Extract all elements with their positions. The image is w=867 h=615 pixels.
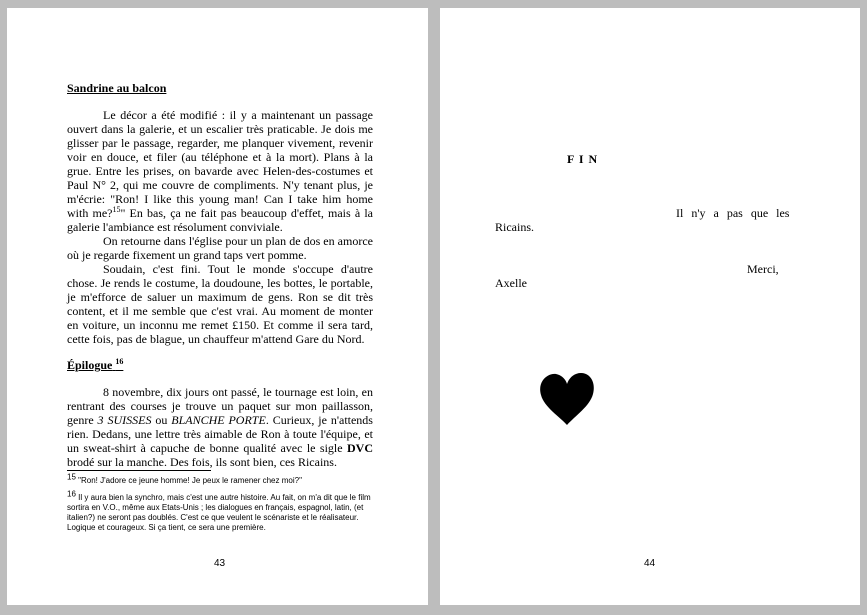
paragraph-4-text-d: brodé sur la manche. Des fois, ils sont bien, ces Ricains. [67, 455, 337, 469]
paragraph-2: On retourne dans l'église pour un plan de dos en amorce où je regarde fixement un grand taps vert pomme. [67, 234, 373, 262]
paragraph-4-text-a: 8 novembre, dix jours ont passé, le tournage est loin, en rentrant des courses je trouve un paquet sur mon paillasson, genre [67, 385, 373, 427]
footnote-15 [67, 472, 373, 486]
footnote-divider [67, 470, 211, 471]
footnote-16 [67, 489, 373, 533]
dvc-logo-text: DVC [347, 441, 373, 455]
paragraph-1-text-a: Le décor a été modifié : il y a maintenant un passage ouvert dans la galerie, et un escalier très praticable. Je dois me glisser par le passage, regarder, me planquer vivement, revenir voir en douce, et filer (au téléphone et à la mort). Plans à la grue. Entre les prises, on bavarde avec Helen-des-costumes et Paul N° 2, qui me couvre de compliments. N'y tenant plus, je m'écrie: "Ron! I like this young man! Can I take him home with me? [67, 108, 373, 220]
page-number: 43 [214, 558, 226, 569]
section-heading-sandrine: Sandrine au balcon [67, 81, 167, 95]
heart-icon [538, 371, 596, 427]
footnote-15-number: 15 [67, 472, 76, 482]
paragraph-4-text-c: . Curieux, je n'attends rien. Dedans, une lettre très aimable de Ron à toute l'équipe, et un sweat-shirt à capuche de bonne qualité avec le sigle [67, 413, 373, 455]
thanks-text: Merci, [747, 262, 779, 276]
paragraph-4-text-b: ou [151, 413, 172, 427]
page-number: 44 [644, 558, 656, 569]
body-text-block [67, 108, 373, 346]
section-heading-epilogue [67, 358, 123, 373]
right-page [440, 8, 860, 605]
paragraph-1 [67, 108, 373, 234]
paragraph-4 [67, 385, 373, 469]
fin-title: F I N [567, 152, 599, 166]
signature-name: Axelle [495, 276, 527, 290]
paragraph-1-text-b: " En bas, ça ne fait pas beaucoup d'effet, mais à la galerie l'ambiance est résolument conviviale. [67, 206, 373, 234]
closing-line-1b: Ricains. [495, 220, 534, 234]
left-page [7, 8, 428, 605]
epilogue-text [67, 385, 373, 469]
footnote-ref-15: 15 [112, 205, 121, 214]
brand-blanche-porte: BLANCHE PORTE [171, 413, 266, 427]
footnote-16-text: Il y aura bien la synchro, mais c'est une autre histoire. Au fait, on m'a dit que le film sortira en V.O., même aux Etats-Unis ; les dialogues en français, espagnol, latin, (et italien?) ne seront pas doublés. C'est ce que veulent le scénariste et le réalisateur. Logique et courageux. Si ça tient, ce sera une première. [67, 493, 371, 532]
footnote-16-number: 16 [67, 489, 76, 499]
footnote-15-text: "Ron! J'adore ce jeune homme! Je peux le ramener chez moi?" [78, 476, 302, 485]
closing-line-1a: Il n'y a pas que les [676, 206, 790, 220]
epilogue-title: Épilogue [67, 358, 113, 372]
paragraph-3: Soudain, c'est fini. Tout le monde s'occupe d'autre chose. Je rends le costume, la doudoune, les bottes, le portable, je m'efforce de saluer un maximum de gens. Ron se dit très content, et il me semble que c'est vrai. Au moment de monter en voiture, un inconnu me remet £150. Et comme il sera tard, cette fois, pas de blague, un chauffeur m'attend Gare du Nord. [67, 262, 373, 346]
brand-3-suisses: 3 SUISSES [97, 413, 152, 427]
footnote-ref-16: 16 [115, 357, 124, 366]
